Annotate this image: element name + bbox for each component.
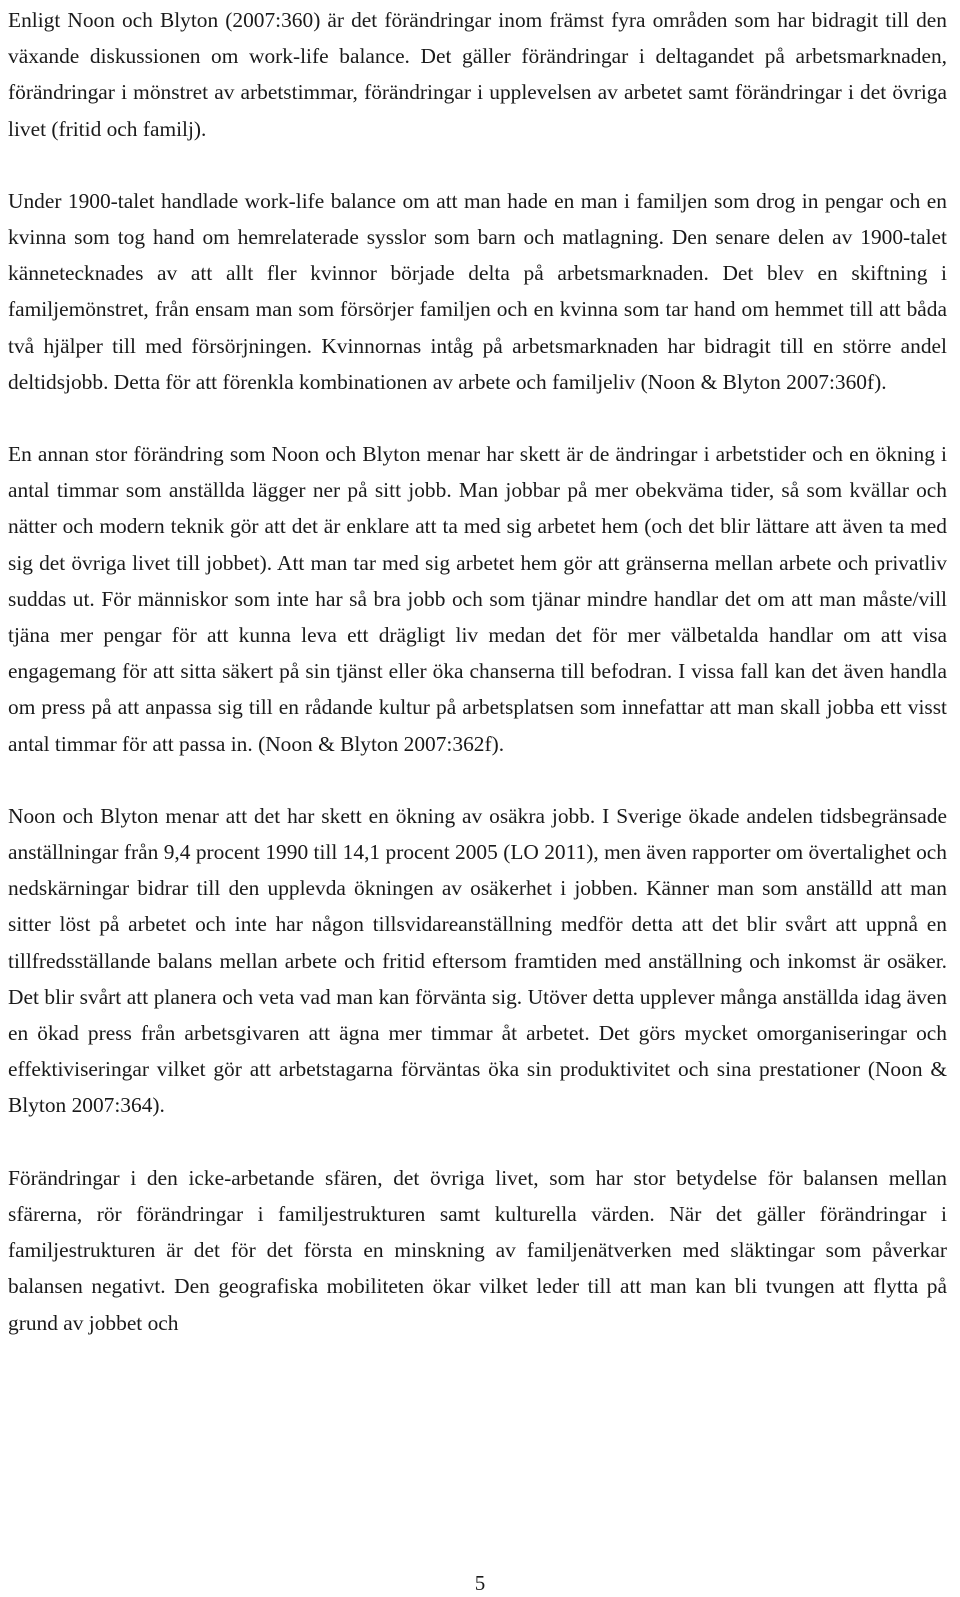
paragraph-1: Enligt Noon och Blyton (2007:360) är det förändringar inom främst fyra områden som har bidragit till den växande diskussionen om work-life balance. Det gäller förändringar i deltagandet på arbetsmarknaden, förändringar i mönstret av arbetstimmar, förändringar i upplevelsen av arbetet samt förändringar i det övriga livet (fritid och familj).: [8, 8, 947, 141]
paragraph-3: En annan stor förändring som Noon och Blyton menar har skett är de ändringar i arbetstider och en ökning i antal timmar som anställda lägger ner på sitt jobb. Man jobbar på mer obekväma tider, så som kvällar och nätter och modern teknik gör att det är enklare att ta med sig arbetet hem (och det blir lättare att även ta med sig det övriga livet till jobbet). Att man tar med sig arbetet hem gör att gränserna mellan arbete och privatliv suddas ut. För människor som inte har så bra jobb och som tjänar mindre handlar det om att man måste/vill tjäna mer pengar för att kunna leva ett drägligt liv medan det för mer välbetalda handlar om att visa engagemang för att sitta säkert på sin tjänst eller öka chanserna till befodran. I vissa fall kan det även handla om press på att anpassa sig till en rådande kultur på arbetsplatsen som innefattar att man skall jobba ett visst antal timmar för att passa in. (Noon & Blyton 2007:362f).: [8, 442, 947, 756]
paragraph-2: Under 1900-talet handlade work-life balance om att man hade en man i familjen som drog in pengar och en kvinna som tog hand om hemrelaterade sysslor som barn och matlagning. Den senare delen av 1900-talet kännetecknades av att allt fler kvinnor började delta på arbetsmarknaden. Det blev en skiftning i familjemönstret, från ensam man som försörjer familjen och en kvinna som tar hand om hemmet till att båda två hjälper till med försörjningen. Kvinnornas intåg på arbetsmarknaden har bidragit till en större andel deltidsjobb. Detta för att förenkla kombinationen av arbete och familjeliv (Noon & Blyton 2007:360f).: [8, 188, 947, 394]
paragraph-4: Noon och Blyton menar att det har skett en ökning av osäkra jobb. I Sverige ökade andelen tidsbegränsade anställningar från 9,4 procent 1990 till 14,1 procent 2005 (LO 2011), men även rapporter om övertalighet och nedskärningar bidrar till den upplevda ökningen av osäkerhet i jobben. Känner man som anställd att man sitter löst på arbetet och inte har någon tillsvidareanställning medför detta att det blir svårt att uppnå en tillfredsställande balans mellan arbete och fritid eftersom framtiden med anställning och inkomst är osäker. Det blir svårt att planera och veta vad man kan förvänta sig. Utöver detta upplever många anställda idag även en ökad press från arbetsgivaren att ägna mer timmar åt arbetet. Det görs mycket omorganiseringar och effektiviseringar vilket gör att arbetstagarna förväntas öka sin produktivitet och sina prestationer (Noon & Blyton 2007:364).: [8, 803, 947, 1118]
page-number: 5: [474, 1571, 486, 1595]
paragraph-5: Förändringar i den icke-arbetande sfären, det övriga livet, som har stor betydelse för balansen mellan sfärerna, rör förändringar i familjestrukturen samt kulturella värden. När det gäller förändringar i familjestrukturen är det för det första en minskning av familjenätverken med släktingar som påverkar balansen negativt. Den geografiska mobiliteten ökar vilket leder till att man kan bli tvungen att flytta på grund av jobbet och: [8, 1165, 947, 1335]
